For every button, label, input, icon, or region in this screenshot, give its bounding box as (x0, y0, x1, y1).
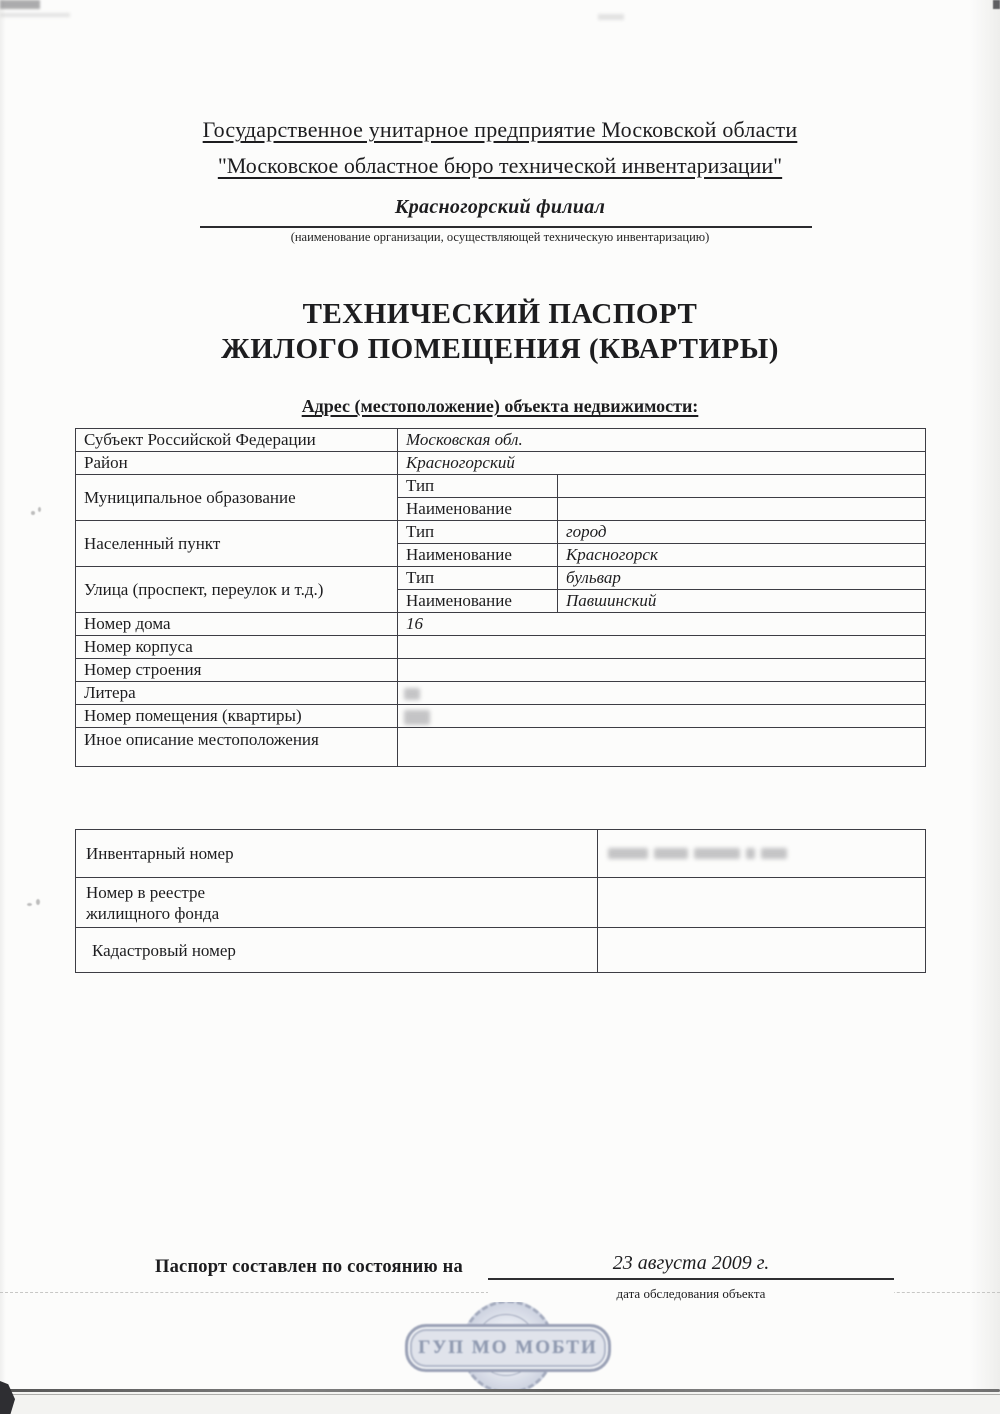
row-label: Муниципальное образование (84, 487, 296, 507)
row-label: Номер дома (84, 614, 171, 633)
table-row (76, 878, 926, 928)
margin-dot (31, 511, 35, 515)
table-row (76, 728, 926, 767)
organization-name-line2: "Московское областное бюро технической инвентаризации" (217, 153, 783, 178)
table-row (76, 830, 926, 878)
survey-date-field (488, 1252, 894, 1280)
row-value: Московская обл. (406, 430, 523, 449)
redaction-smudge (404, 710, 430, 725)
row-label: Кадастровый номер (92, 940, 236, 960)
row-key: Наименование (406, 499, 512, 518)
organization-caption: (наименование организации, осуществляющей техническую инвентаризацию) (290, 230, 710, 244)
compiled-on-label: Паспорт составлен по состоянию на (155, 1257, 463, 1277)
row-label: Литера (84, 683, 136, 702)
table-row (76, 928, 926, 973)
table-row (76, 429, 926, 452)
table-row (76, 682, 926, 705)
row-key: Наименование (406, 591, 512, 610)
stamp-text: ГУП МО МОБТИ (418, 1337, 598, 1358)
document-title-line1: ТЕХНИЧЕСКИЙ ПАСПОРТ (302, 298, 698, 330)
row-label: Район (84, 453, 128, 472)
branch-underline-rule (200, 226, 812, 228)
row-key: Тип (406, 568, 435, 587)
below-fold-paper-strip (0, 1392, 1000, 1414)
document-title-line2: ЖИЛОГО ПОМЕЩЕНИЯ (КВАРТИРЫ) (221, 333, 779, 365)
row-label: Номер в реестре жилищного фонда (86, 882, 220, 923)
margin-dot (36, 899, 40, 905)
row-value: 16 (406, 614, 423, 633)
embossed-stamp (405, 1297, 605, 1393)
row-label: Иное описание местоположения (84, 730, 319, 749)
row-label: Улица (проспект, переулок и т.д.) (84, 579, 324, 599)
row-value: Павшинский (566, 591, 657, 610)
branch-name: Красногорский филиал (394, 196, 606, 218)
table-row (76, 452, 926, 475)
row-label: Инвентарный номер (86, 844, 234, 863)
row-value: город (566, 522, 607, 541)
row-label: Номер строения (84, 660, 202, 679)
table-row (76, 613, 926, 636)
row-value: бульвар (566, 568, 621, 587)
table-row (76, 659, 926, 682)
row-key: Тип (406, 476, 435, 495)
margin-dot (27, 903, 32, 906)
row-label: Населенный пункт (84, 533, 221, 553)
row-label: Номер помещения (квартиры) (84, 706, 302, 725)
row-value: Красногорск (566, 545, 658, 564)
redacted-inventory-number (608, 848, 915, 859)
bottom-fold-line (0, 1389, 1000, 1392)
scan-faint-dash (598, 14, 624, 20)
organization-name-line1: Государственное унитарное предприятие Московской области (202, 117, 798, 142)
scan-mark-top-right (993, 0, 1000, 9)
stamp-banner (405, 1324, 611, 1372)
table-row (76, 567, 926, 590)
survey-date-value: 23 августа 2009 г. (612, 1252, 770, 1274)
scan-smudge-top-left-2 (0, 13, 70, 17)
address-table (75, 428, 926, 767)
row-key: Наименование (406, 545, 512, 564)
scan-smudge-top-left (0, 0, 40, 9)
row-label: Субъект Российской Федерации (84, 430, 316, 449)
bottom-fold-line-2 (0, 1394, 1000, 1395)
table-row (76, 636, 926, 659)
table-row (76, 705, 926, 728)
margin-dot (38, 507, 41, 512)
redaction-smudge (404, 688, 420, 700)
row-value: Красногорский (406, 453, 515, 472)
registry-table (75, 829, 926, 973)
table-row (76, 521, 926, 544)
row-label: Номер корпуса (84, 637, 193, 656)
address-section-heading: Адрес (местоположение) объекта недвижимости: (301, 396, 699, 416)
table-row (76, 475, 926, 498)
survey-date-caption: дата обследования объекта (488, 1286, 894, 1302)
row-key: Тип (406, 522, 435, 541)
